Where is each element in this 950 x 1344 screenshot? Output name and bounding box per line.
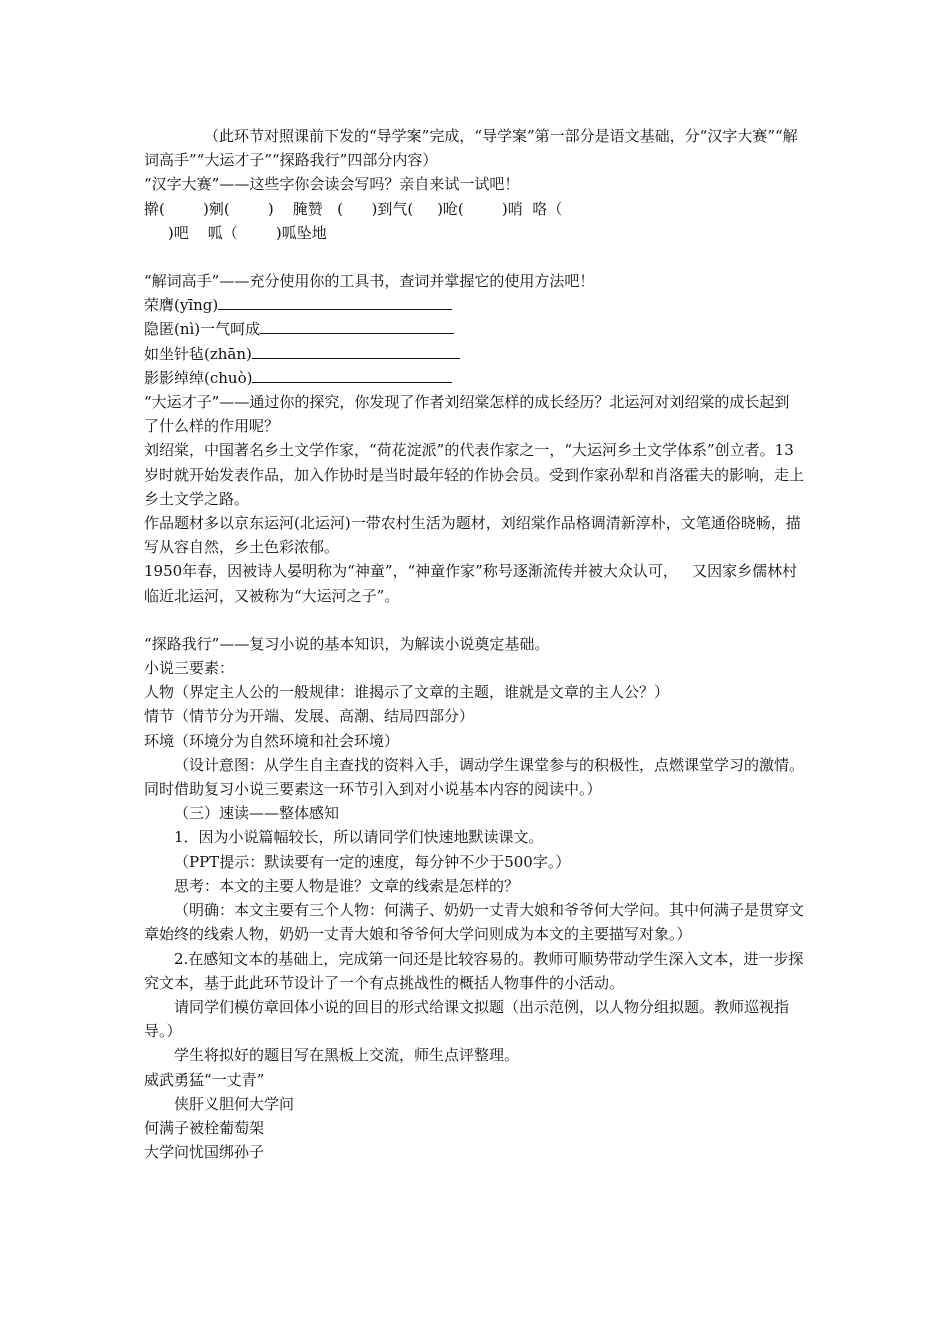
dayun-question: “大运才子”——通过你的探究，你发现了作者刘绍棠怎样的成长经历？北运河对刘绍棠的成长起到了什么样的作用呢？ [144,393,790,436]
document-page [144,124,804,1164]
design-intent: （设计意图：从学生自主查找的资料入手，调动学生课堂参与的积极性，点燃课堂学习的激情。同时借助复习小说三要素这一环节引入到对小说基本内容的阅读中。） [144,755,805,799]
share-paragraph: 学生将拟好的题目写在黑板上交流，师生点评整理。 [174,1046,520,1065]
answer-blank-line [252,344,460,359]
chapter-title: 侠肝义胆何大学问 [174,1094,295,1113]
chapter-title: 何满子被栓葡萄架 [144,1118,265,1137]
answer-blank-line [218,295,452,310]
answer-blank-line [252,368,452,383]
jieci-word: 影影绰绰(chuò) [144,368,253,387]
jieci-item [144,366,804,390]
dayun-paragraph: 1950年春，因被诗人晏明称为“神童”，“神童作家”称号逐渐流传并被大众认可， 又因家乡儒林村临近北运河，又被称为“大运河之子”。 [144,562,798,605]
jieci-item [144,317,804,341]
element-item: 人物（界定主人公的一般规律：谁揭示了文章的主题，谁就是文章的主人公？） [144,683,670,702]
chapter-title: 大学问忧国绑孙子 [144,1143,265,1162]
element-item: 情节（情节分为开端、发展、高潮、结局四部分） [144,707,475,726]
dayun-paragraph: 作品题材多以京东运河(北运河)一带农村生活为题材，刘绍棠作品格调清新淳朴，文笔通俗晓畅，描写从容自然，乡土色彩浓郁。 [144,514,801,557]
section-title: （三）速读——整体感知 [174,804,340,823]
chapter-title: 威武勇猛“一丈青” [144,1070,265,1089]
step-1: 1．因为小说篇幅较长，所以请同学们快速地默读课文。 [174,828,544,847]
answer-clarify: （明确：本文主要有三个人物：何满子、奶奶一丈青大娘和爷爷何大学问。其中何满子是贯穿文章始终的线索人物，奶奶一丈青大娘和爷爷何大学问则成为本文的主要描写对象。） [144,901,805,944]
hanzi-row-2: )吧 呱（ )呱坠地 [144,223,327,242]
think-question: 思考：本文的主要人物是谁？文章的线索是怎样的？ [174,876,520,895]
dayun-paragraph: 刘绍棠，中国著名乡土文学作家，“荷花淀派”的代表作家之一，“大运河乡土文学体系”创立者。13岁时就开始发表作品，加入作协时是当时最年轻的作协会员。受到作家孙犁和肖洛霍夫的影响，走上乡土文学之路。 [144,441,805,508]
tanlu-label: 小说三要素： [144,659,235,678]
jieci-heading: “解词高手”——充分使用你的工具书，查词并掌握它的使用方法吧！ [144,272,595,291]
ppt-tip: （PPT提示：默读要有一定的速度，每分钟不少于500字。） [174,852,571,871]
answer-blank-line [260,319,454,334]
task-paragraph: 请同学们模仿章回体小说的回目的形式给课文拟题（出示范例，以人物分组拟题。教师巡视指导。） [144,997,790,1041]
intro-paragraph: （此环节对照课前下发的“导学案”完成，“导学案”第一部分是语文基础，分“汉字大赛”“解词高手”“大运才子”“探路我行”四部分内容） [144,127,798,170]
jieci-word: 如坐针毡(zhān) [144,344,252,363]
element-item: 环境（环境分为自然环境和社会环境） [144,731,400,750]
jieci-word: 隐匿(nì)一气呵成 [144,320,261,339]
spacer [144,608,804,632]
spacer [144,245,804,269]
tanlu-heading: “探路我行”——复习小说的基本知识，为解读小说奠定基础。 [144,634,550,653]
jieci-word: 荣膺(yīng) [144,296,219,315]
hanzi-heading: “汉字大赛”——这些字你会读会写吗？亲自来试一试吧！ [144,175,520,194]
step-2: 2.在感知文本的基础上，完成第一问还是比较容易的。教师可顺势带动学生深入文本，进一步探究文本，基于此此环节设计了一个有点挑战性的概括人物事件的小活动。 [144,949,804,992]
hanzi-row-1: 擀( )剜( ) 腌赞 ( )到气( )呛( )哨 咯（ [144,199,563,218]
jieci-item [144,342,804,366]
jieci-item [144,293,804,317]
